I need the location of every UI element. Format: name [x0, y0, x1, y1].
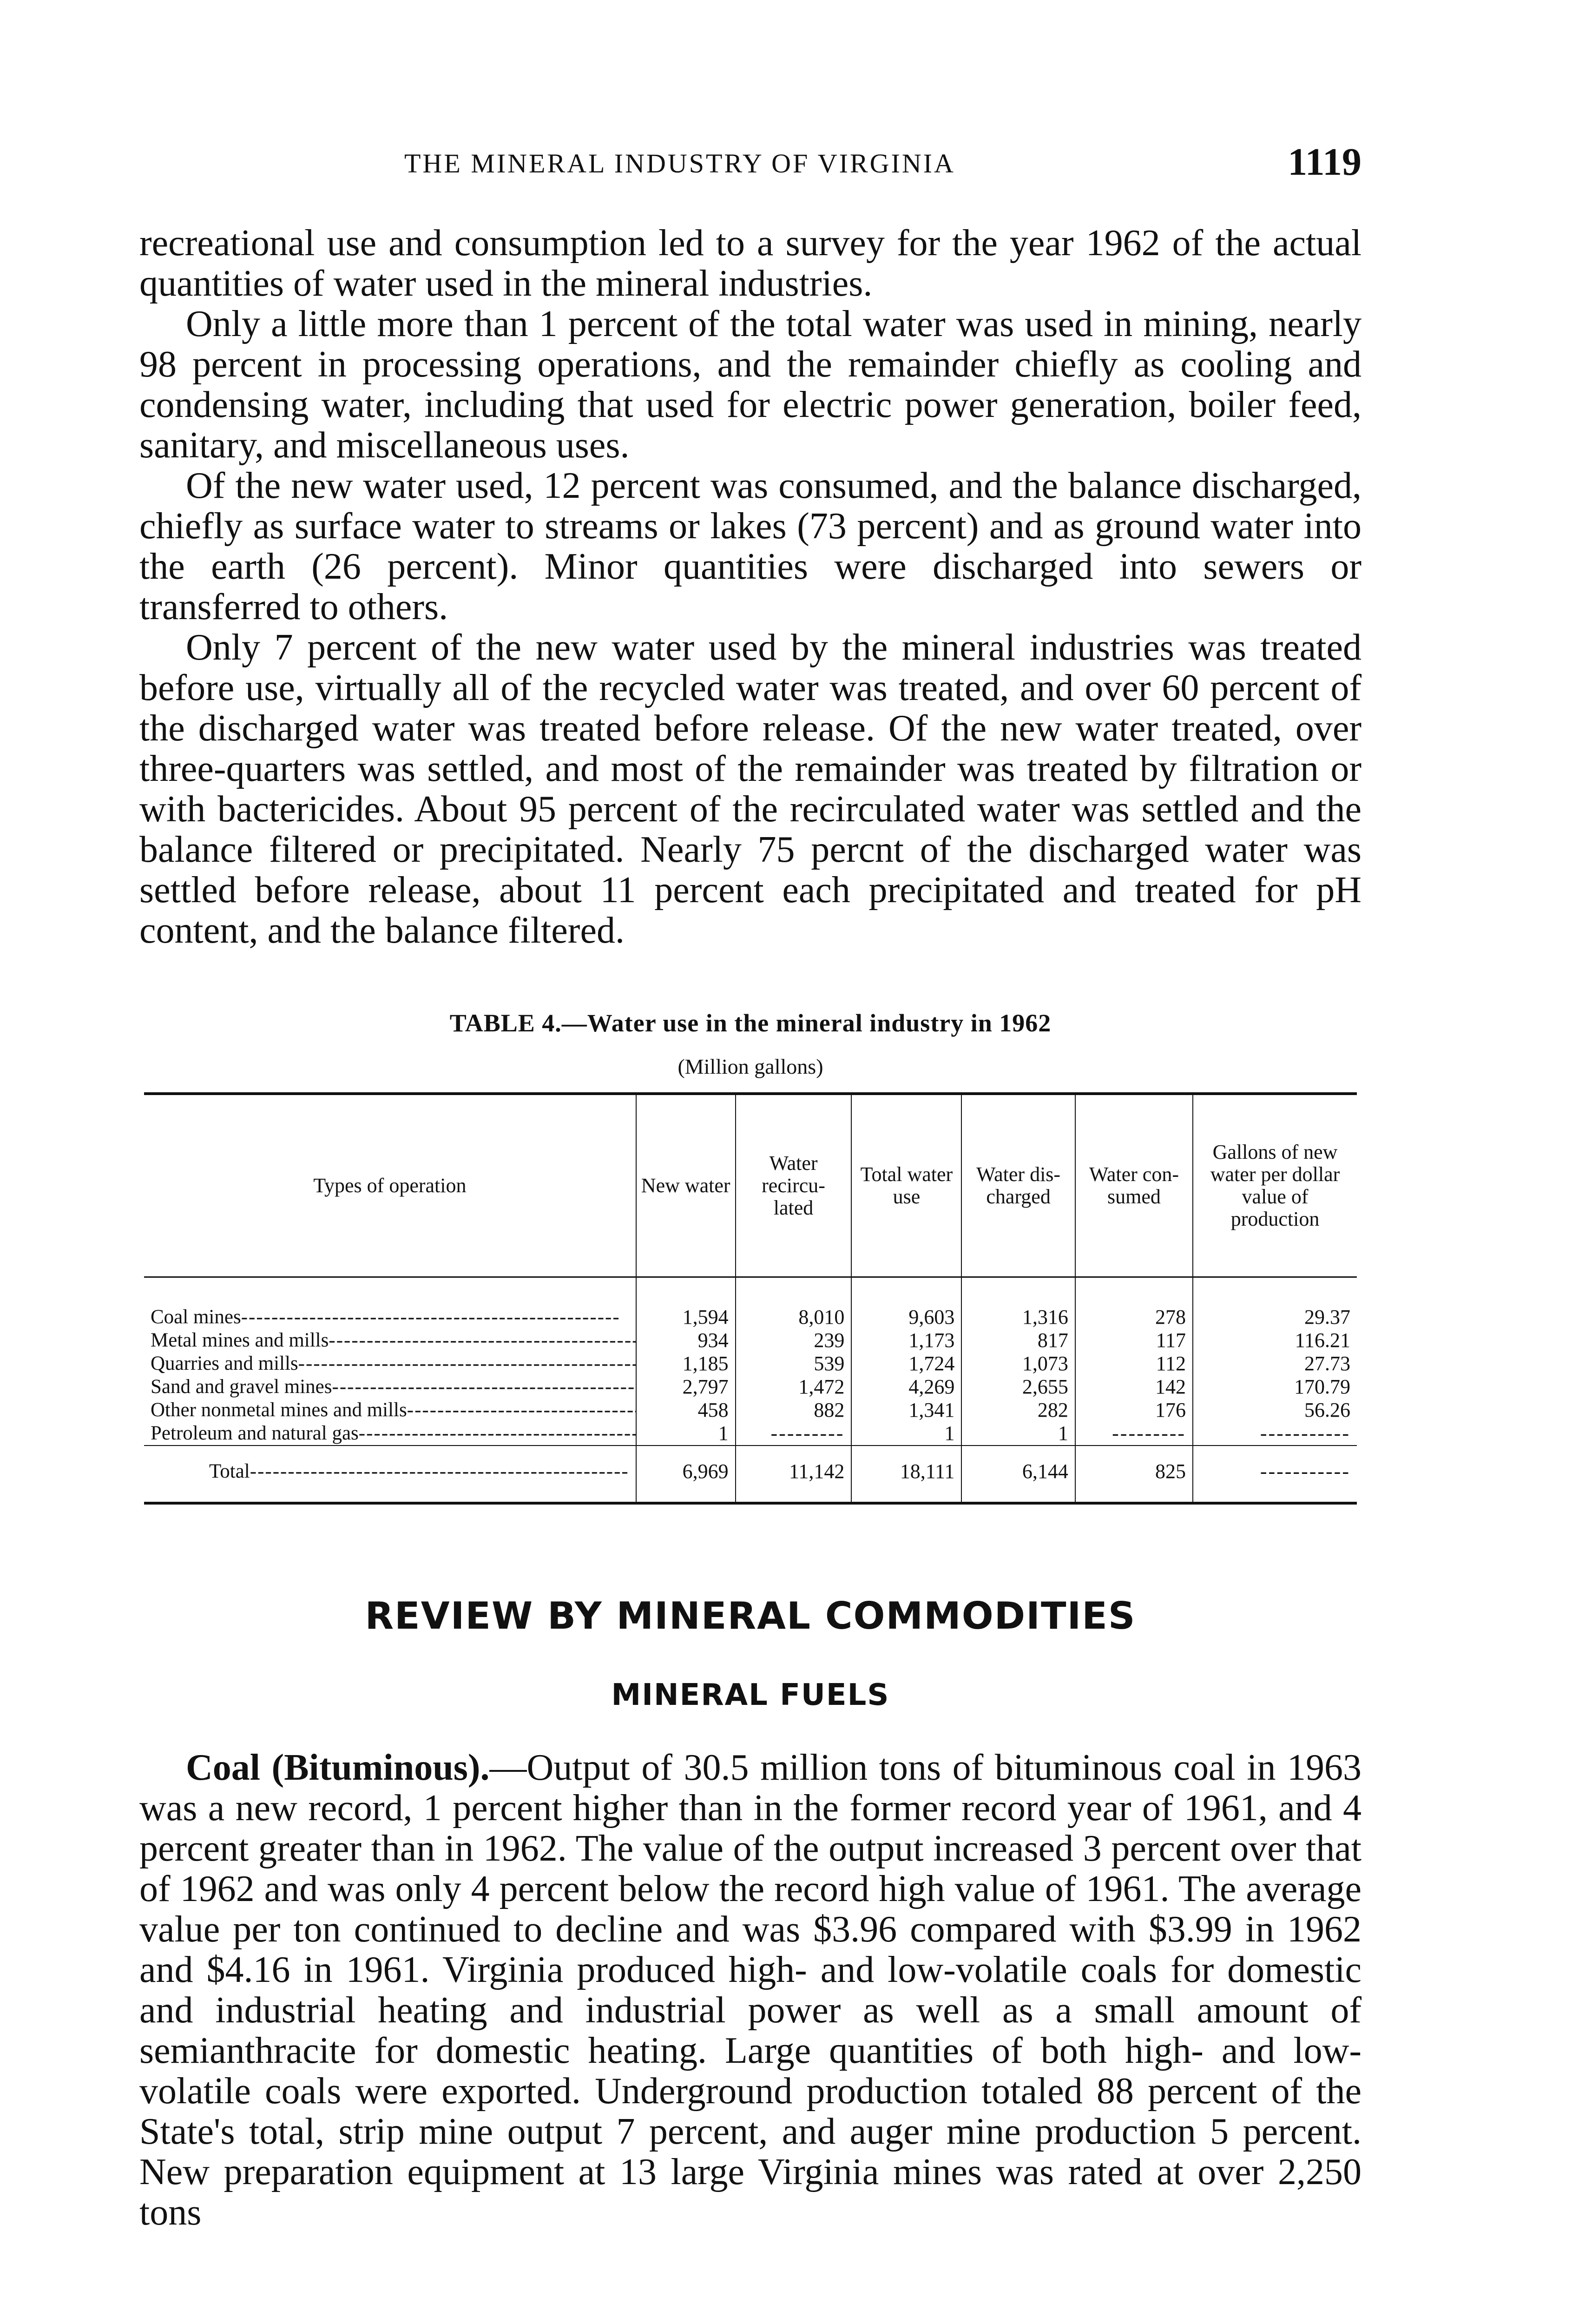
cell-discharged: 282: [961, 1399, 1075, 1422]
row-type: Petroleum and natural gas -----: [151, 1422, 636, 1444]
cell-new: 2,797: [636, 1375, 736, 1399]
cell-recirc: 8,010: [736, 1277, 852, 1329]
table-caption: TABLE 4.—Water use in the mineral industry in 1962: [449, 1009, 1052, 1037]
cell-gallons: 56.26: [1193, 1399, 1357, 1422]
water-use-table: [144, 1092, 1357, 1505]
paragraph: recreational use and consumption led to a survey for the year 1962 of the actual quantities of water used in the mineral industries.: [139, 223, 1362, 304]
cell-consumed: 825: [1075, 1446, 1193, 1503]
cell-recirc: ---------: [736, 1422, 852, 1446]
table-row: [144, 1422, 1357, 1446]
cell-consumed: 117: [1075, 1329, 1193, 1352]
row-type: Quarries and mills -----: [151, 1353, 636, 1374]
cell-consumed: 142: [1075, 1375, 1193, 1399]
cell-gallons: 170.79: [1193, 1375, 1357, 1399]
column-header-discharged: Water dis- charged: [961, 1094, 1075, 1277]
cell-consumed: 278: [1075, 1277, 1193, 1329]
column-header-total-use: Total water use: [851, 1094, 961, 1277]
table-row: [144, 1352, 1357, 1375]
page-number: 1119: [1288, 140, 1362, 184]
cell-recirc: 11,142: [736, 1446, 852, 1503]
cell-consumed: 112: [1075, 1352, 1193, 1375]
cell-total: 1: [851, 1422, 961, 1446]
cell-recirc: 882: [736, 1399, 852, 1422]
paragraph: Only 7 percent of the new water used by the mineral industries was treated before use, virtually all of the recycled water was treated, and over 60 percent of the discharged water was treated before release. Of the new water treated, over three-quarters was settled, and most of the remainder was treated by filtration or with bactericides. About 95 percent of the recirculated water was settled and the balance filtered or precipitated. Nearly 75 percnt of the discharged water was settled before release, about 11 percent each precipitated and treated for pH content, and the balance filtered.: [139, 627, 1362, 951]
table-total-row: [144, 1446, 1357, 1503]
table-row: [144, 1329, 1357, 1352]
cell-new: 458: [636, 1399, 736, 1422]
cell-new: 934: [636, 1329, 736, 1352]
cell-consumed: ---------: [1075, 1422, 1193, 1446]
row-type-total: Total -----: [209, 1460, 629, 1482]
paragraph-body: —Output of 30.5 million tons of bituminous coal in 1963 was a new record, 1 percent higher than in the former record year of 1961, and 4 percent greater than in 1962. The value of the output increased 3 percent over that of 1962 and was only 4 percent below the record high value of 1961. The average value per ton continued to decline and was $3.96 compared with $3.99 in 1962 and $4.16 in 1961. Virginia produced high- and low-volatile coals for domestic and industrial heating and industrial power as well as a small amount of semianthracite for domestic heating. Large quantities of both high- and low-volatile coals were exported. Underground production totaled 88 percent of the State's total, strip mine output 7 percent, and auger mine production 5 percent. New preparation equipment at 13 large Virginia mines was rated at over 2,250 tons: [139, 1747, 1362, 2233]
column-header-new-water: New water: [636, 1094, 736, 1277]
section-subtitle: MINERAL FUELS: [611, 1678, 890, 1712]
paragraph: [139, 1748, 1362, 2233]
coal-section-text: [139, 1748, 1362, 2233]
cell-discharged: 817: [961, 1329, 1075, 1352]
cell-total: 9,603: [851, 1277, 961, 1329]
cell-new: 1,185: [636, 1352, 736, 1375]
column-header-gallons-per-dollar: Gallons of new water per dollar value of production: [1193, 1094, 1357, 1277]
cell-total: 1,724: [851, 1352, 961, 1375]
paragraph: Only a little more than 1 percent of the total water was used in mining, nearly 98 percent in processing operations, and the remainder chiefly as cooling and condensing water, including that used for electric power generation, boiler feed, sanitary, and miscellaneous uses.: [139, 304, 1362, 466]
cell-discharged: 2,655: [961, 1375, 1075, 1399]
cell-total: 18,111: [851, 1446, 961, 1503]
cell-recirc: 539: [736, 1352, 852, 1375]
row-type: Sand and gravel mines -----: [151, 1376, 636, 1398]
cell-discharged: 1,316: [961, 1277, 1075, 1329]
cell-new: 1,594: [636, 1277, 736, 1329]
lead-heading: Coal (Bituminous).: [186, 1747, 490, 1788]
table-row: [144, 1277, 1357, 1329]
cell-gallons: -----------: [1193, 1422, 1357, 1446]
cell-new: 6,969: [636, 1446, 736, 1503]
section-title: REVIEW BY MINERAL COMMODITIES: [365, 1594, 1136, 1637]
cell-new: 1: [636, 1422, 736, 1446]
cell-gallons: -----------: [1193, 1446, 1357, 1503]
cell-total: 1,341: [851, 1399, 961, 1422]
intro-text: [139, 223, 1362, 951]
table-row: [144, 1375, 1357, 1399]
row-type: Metal mines and mills -----: [151, 1329, 636, 1351]
table-row: [144, 1399, 1357, 1422]
cell-gallons: 27.73: [1193, 1352, 1357, 1375]
cell-recirc: 1,472: [736, 1375, 852, 1399]
cell-discharged: 1: [961, 1422, 1075, 1446]
cell-total: 4,269: [851, 1375, 961, 1399]
row-type: Other nonmetal mines and mills -----: [151, 1399, 636, 1421]
cell-discharged: 6,144: [961, 1446, 1075, 1503]
cell-gallons: 29.37: [1193, 1277, 1357, 1329]
column-header-recirculated: Water recircu- lated: [736, 1094, 852, 1277]
column-header-type: Types of operation: [144, 1094, 636, 1277]
column-header-consumed: Water con- sumed: [1075, 1094, 1193, 1277]
row-type: Coal mines -----: [151, 1306, 620, 1328]
page-header: [139, 139, 1362, 191]
cell-gallons: 116.21: [1193, 1329, 1357, 1352]
cell-total: 1,173: [851, 1329, 961, 1352]
cell-discharged: 1,073: [961, 1352, 1075, 1375]
running-head: THE MINERAL INDUSTRY OF VIRGINIA: [404, 148, 955, 178]
table-units: (Million gallons): [677, 1055, 823, 1078]
cell-recirc: 239: [736, 1329, 852, 1352]
cell-consumed: 176: [1075, 1399, 1193, 1422]
paragraph: Of the new water used, 12 percent was consumed, and the balance discharged, chiefly as surface water to streams or lakes (73 percent) and as ground water into the earth (26 percent). Minor quantities were discharged into sewers or transferred to others.: [139, 465, 1362, 627]
table-header-row: [144, 1094, 1357, 1277]
